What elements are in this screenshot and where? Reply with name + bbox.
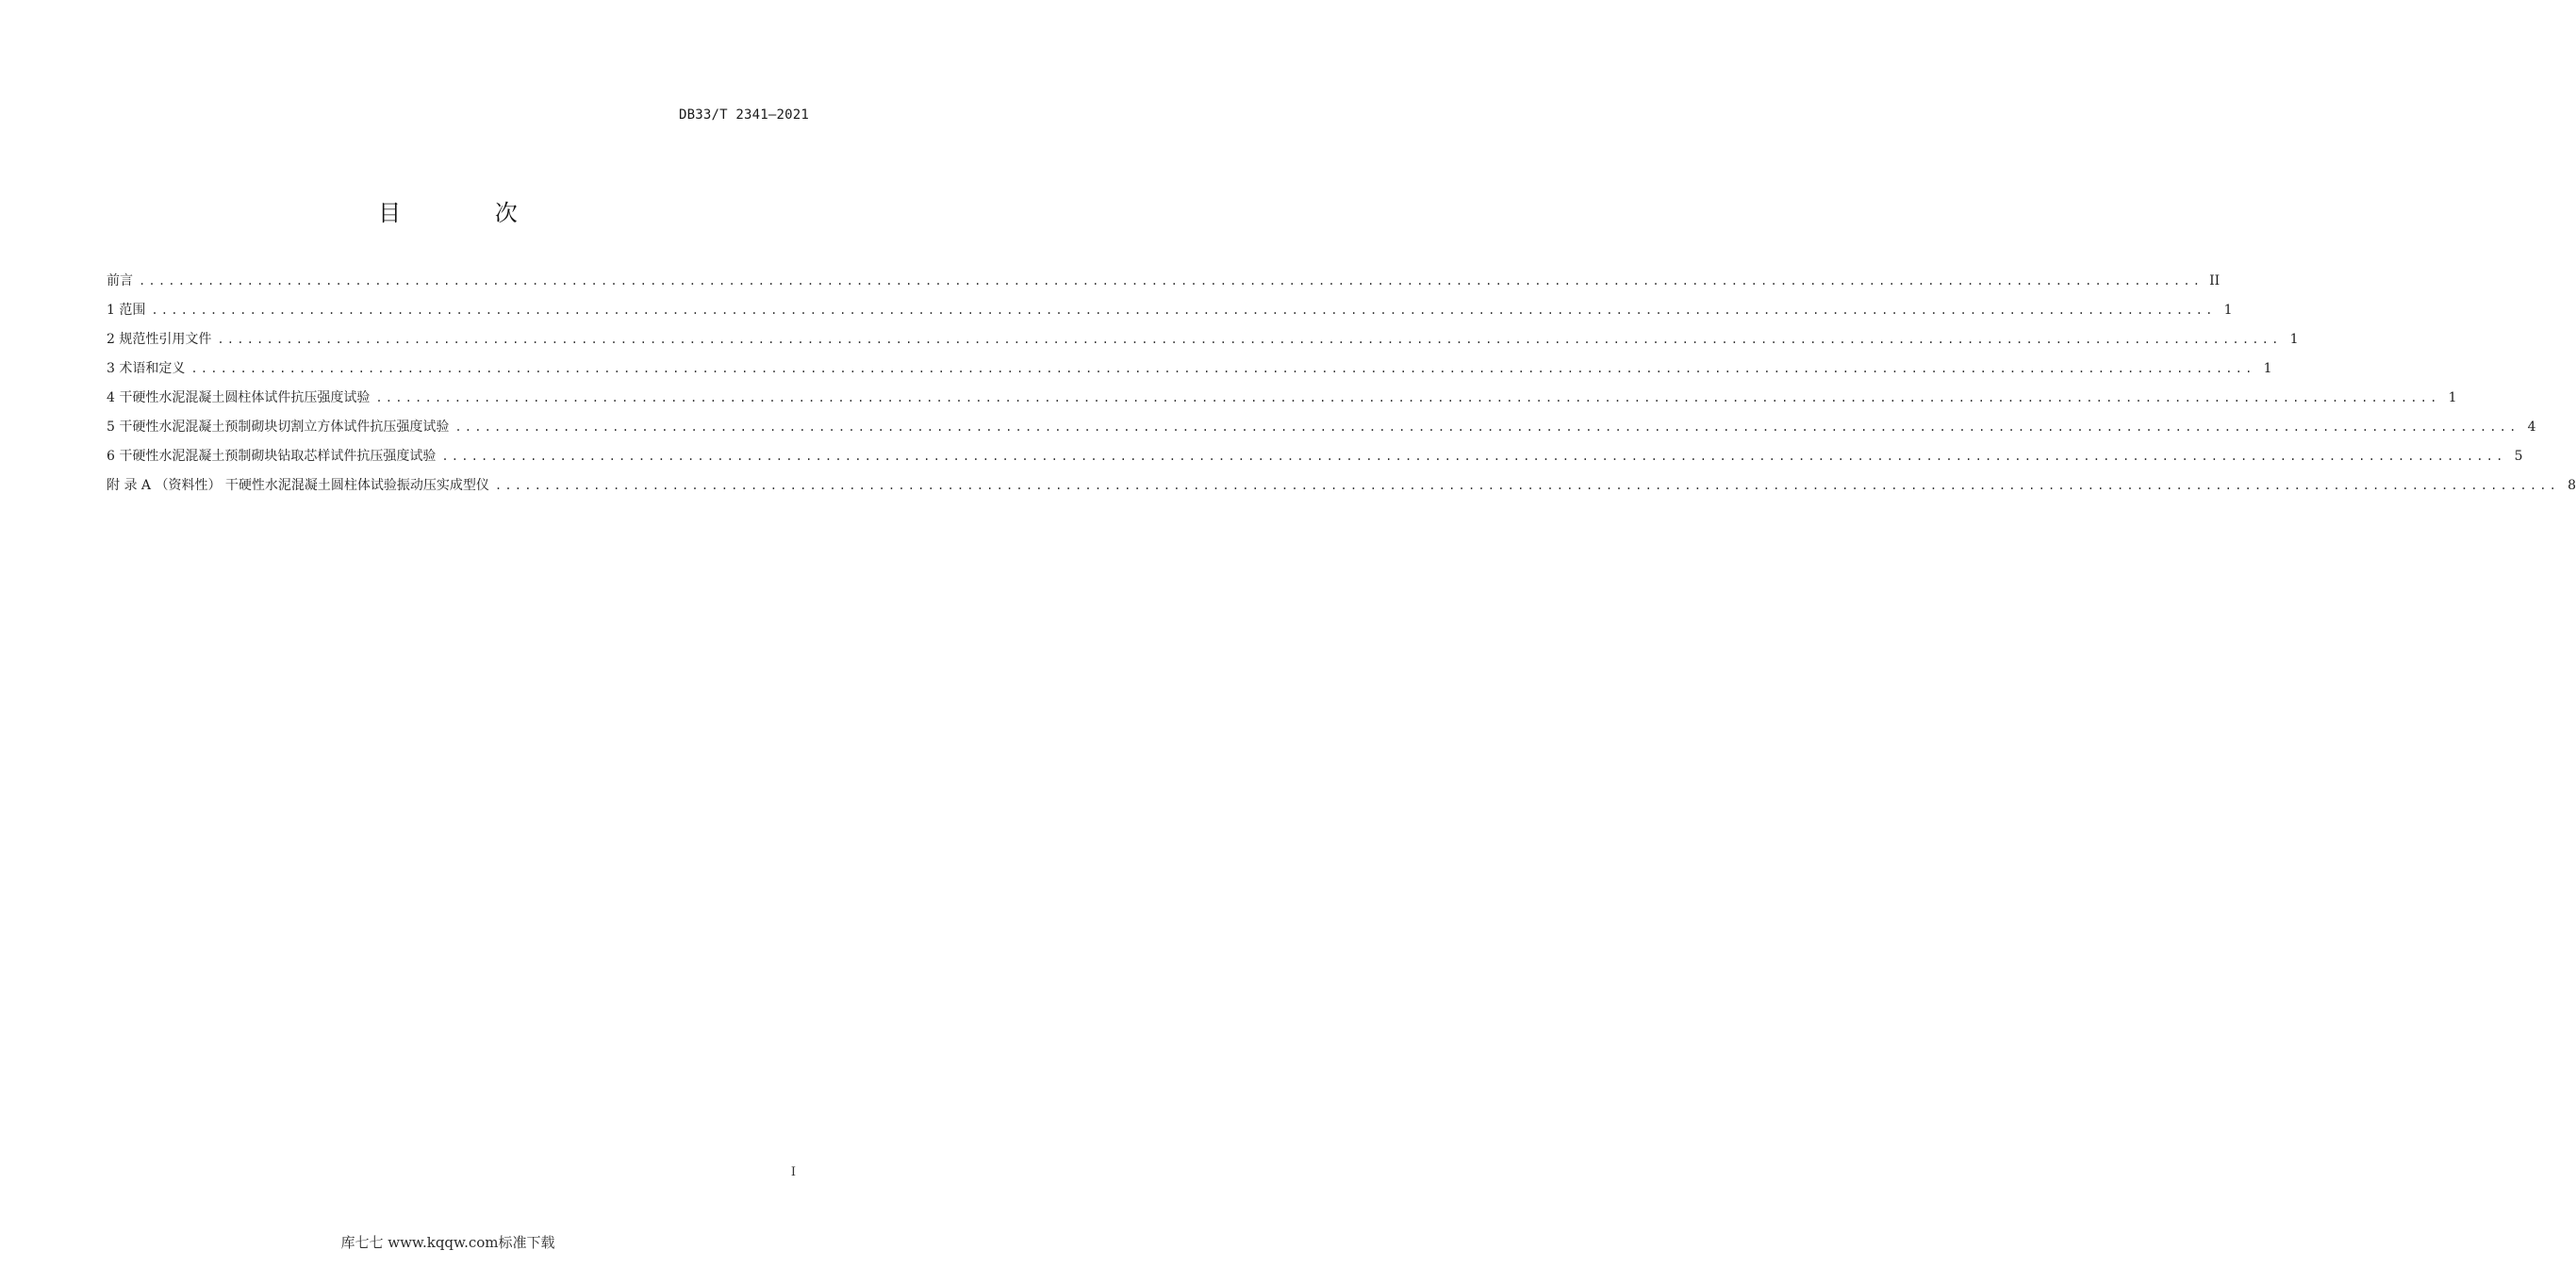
toc-entry-cube-test[interactable] [107, 416, 2536, 445]
toc-dot-leader: .................................................................................................................................................................................................................. [139, 274, 2204, 288]
page-number: I [790, 1165, 796, 1179]
toc-entry-normative-references[interactable] [107, 328, 2299, 357]
toc-entry-label: 前言 [107, 273, 133, 288]
toc-entry-label: 4 干硬性水泥混凝土圆柱体试件抗压强度试验 [107, 390, 371, 405]
toc-dot-leader: .................................................................................................................................................................................................................. [151, 304, 2216, 317]
toc-dot-leader: .................................................................................................................................................................................................................. [494, 479, 2560, 492]
toc-dot-leader: .................................................................................................................................................................................................................. [454, 420, 2519, 434]
toc-page-number: 1 [2263, 361, 2272, 376]
toc-entry-core-test[interactable] [107, 445, 2523, 474]
toc-page-number: 5 [2514, 449, 2523, 464]
toc-entry-scope[interactable] [107, 299, 2233, 328]
toc-entry-label: 6 干硬性水泥混凝土预制砌块钻取芯样试件抗压强度试验 [107, 449, 437, 464]
toc-page-number: 4 [2527, 420, 2536, 435]
toc-page-number: 1 [2223, 303, 2233, 318]
toc-entry-label: 附 录 A （资料性） 干硬性水泥混凝土圆柱体试验振动压实成型仪 [107, 478, 489, 493]
toc-entry-label: 2 规范性引用文件 [107, 332, 212, 347]
footer-watermark: 库七七 www.kqqw.com标准下载 [340, 1234, 555, 1251]
toc-page-number: II [2209, 273, 2221, 288]
toc-entry-label: 3 术语和定义 [107, 361, 186, 376]
toc-entry-cylinder-test[interactable] [107, 387, 2457, 416]
toc-dot-leader: .................................................................................................................................................................................................................. [441, 450, 2506, 463]
toc-entry-label: 1 范围 [107, 303, 146, 318]
toc-entry-appendix-a[interactable] [107, 474, 2576, 503]
toc-dot-leader: .................................................................................................................................................................................................................. [190, 362, 2255, 375]
toc-dot-leader: .................................................................................................................................................................................................................. [375, 391, 2440, 404]
standard-code: DB33/T 2341—2021 [678, 107, 809, 123]
toc-entry-label: 5 干硬性水泥混凝土预制砌块切割立方体试件抗压强度试验 [107, 420, 450, 435]
toc-entry-foreword[interactable] [107, 270, 2221, 299]
table-of-contents [107, 270, 2576, 503]
toc-page-number: 8 [2568, 478, 2576, 493]
toc-dot-leader: .................................................................................................................................................................................................................. [217, 333, 2282, 346]
toc-entry-terms-definitions[interactable] [107, 357, 2272, 387]
toc-title: 目 次 [378, 200, 561, 226]
toc-page-number: 1 [2448, 390, 2457, 405]
toc-page-number: 1 [2289, 332, 2299, 347]
